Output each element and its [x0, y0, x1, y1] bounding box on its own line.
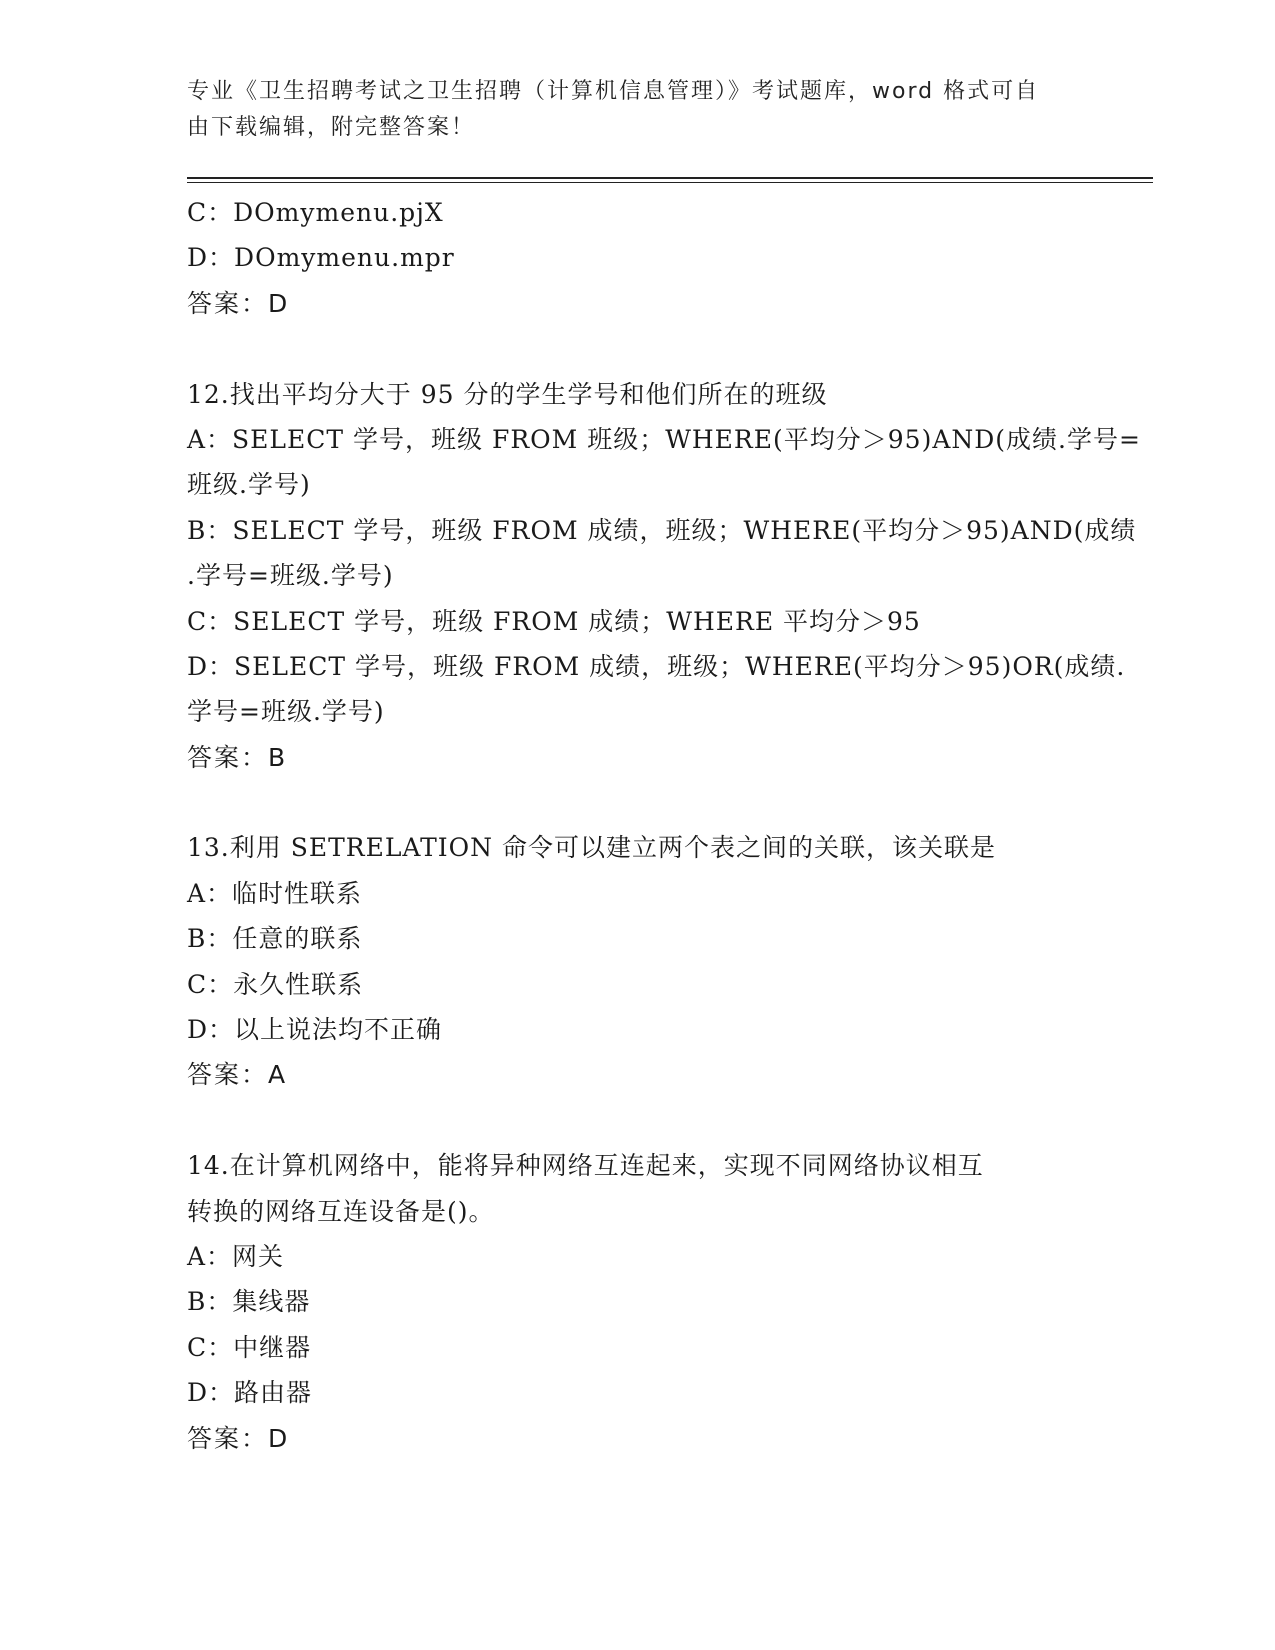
- option-d: D：以上说法均不正确: [187, 1015, 443, 1045]
- option-a: A：SELECT 学号，班级 FROM 班级；WHERE(平均分＞95)AND(成绩.学号=: [187, 424, 1141, 454]
- option-d: D：路由器: [187, 1378, 313, 1408]
- spacer: [187, 780, 1087, 825]
- option-d-continued: 学号=班级.学号): [187, 697, 385, 727]
- question-text: 14.在计算机网络中，能将异种网络互连起来，实现不同网络协议相互: [187, 1151, 984, 1181]
- page-header: [187, 74, 1067, 146]
- answer: 答案：D: [187, 288, 290, 318]
- question-text: 12.找出平均分大于 95 分的学生学号和他们所在的班级: [187, 379, 828, 409]
- option-a-continued: 班级.学号): [187, 470, 311, 500]
- question-text: 13.利用 SETRELATION 命令可以建立两个表之间的关联，该关联是: [187, 833, 996, 863]
- header-line-1: 专业《卫生招聘考试之卫生招聘（计算机信息管理）》考试题库，word 格式可自: [187, 79, 1040, 104]
- header-rule-thick: [187, 177, 1153, 179]
- spacer: [187, 1098, 1087, 1143]
- header-line-2: 由下载编辑，附完整答案！: [187, 115, 476, 140]
- option-d: D：DOmymenu.mpr: [187, 243, 455, 273]
- question-12: [187, 372, 1141, 781]
- answer: 答案：D: [187, 1423, 290, 1453]
- option-a: A：网关: [187, 1241, 285, 1271]
- question-13: [187, 825, 1087, 1097]
- answer: 答案：A: [187, 1060, 288, 1090]
- spacer: [187, 326, 1087, 371]
- option-b: B：任意的联系: [187, 924, 363, 954]
- option-c: C：SELECT 学号，班级 FROM 成绩；WHERE 平均分＞95: [187, 606, 921, 636]
- header-rule-thin: [187, 182, 1153, 183]
- question-11-tail: [187, 190, 1087, 326]
- option-b: B：集线器: [187, 1287, 311, 1317]
- option-a: A：临时性联系: [187, 878, 363, 908]
- exam-content: [187, 190, 1141, 1461]
- option-d: D：SELECT 学号，班级 FROM 成绩，班级；WHERE(平均分＞95)OR(成绩.: [187, 651, 1126, 681]
- option-c: C：DOmymenu.pjX: [187, 198, 444, 227]
- question-14: [187, 1143, 1087, 1461]
- option-c: C：中继器: [187, 1332, 312, 1362]
- answer: 答案：B: [187, 742, 288, 772]
- option-b-continued: .学号=班级.学号): [187, 561, 394, 591]
- option-b: B：SELECT 学号，班级 FROM 成绩，班级；WHERE(平均分＞95)AND(成绩: [187, 515, 1137, 545]
- option-c: C：永久性联系: [187, 969, 364, 999]
- question-text-continued: 转换的网络互连设备是()。: [187, 1196, 495, 1226]
